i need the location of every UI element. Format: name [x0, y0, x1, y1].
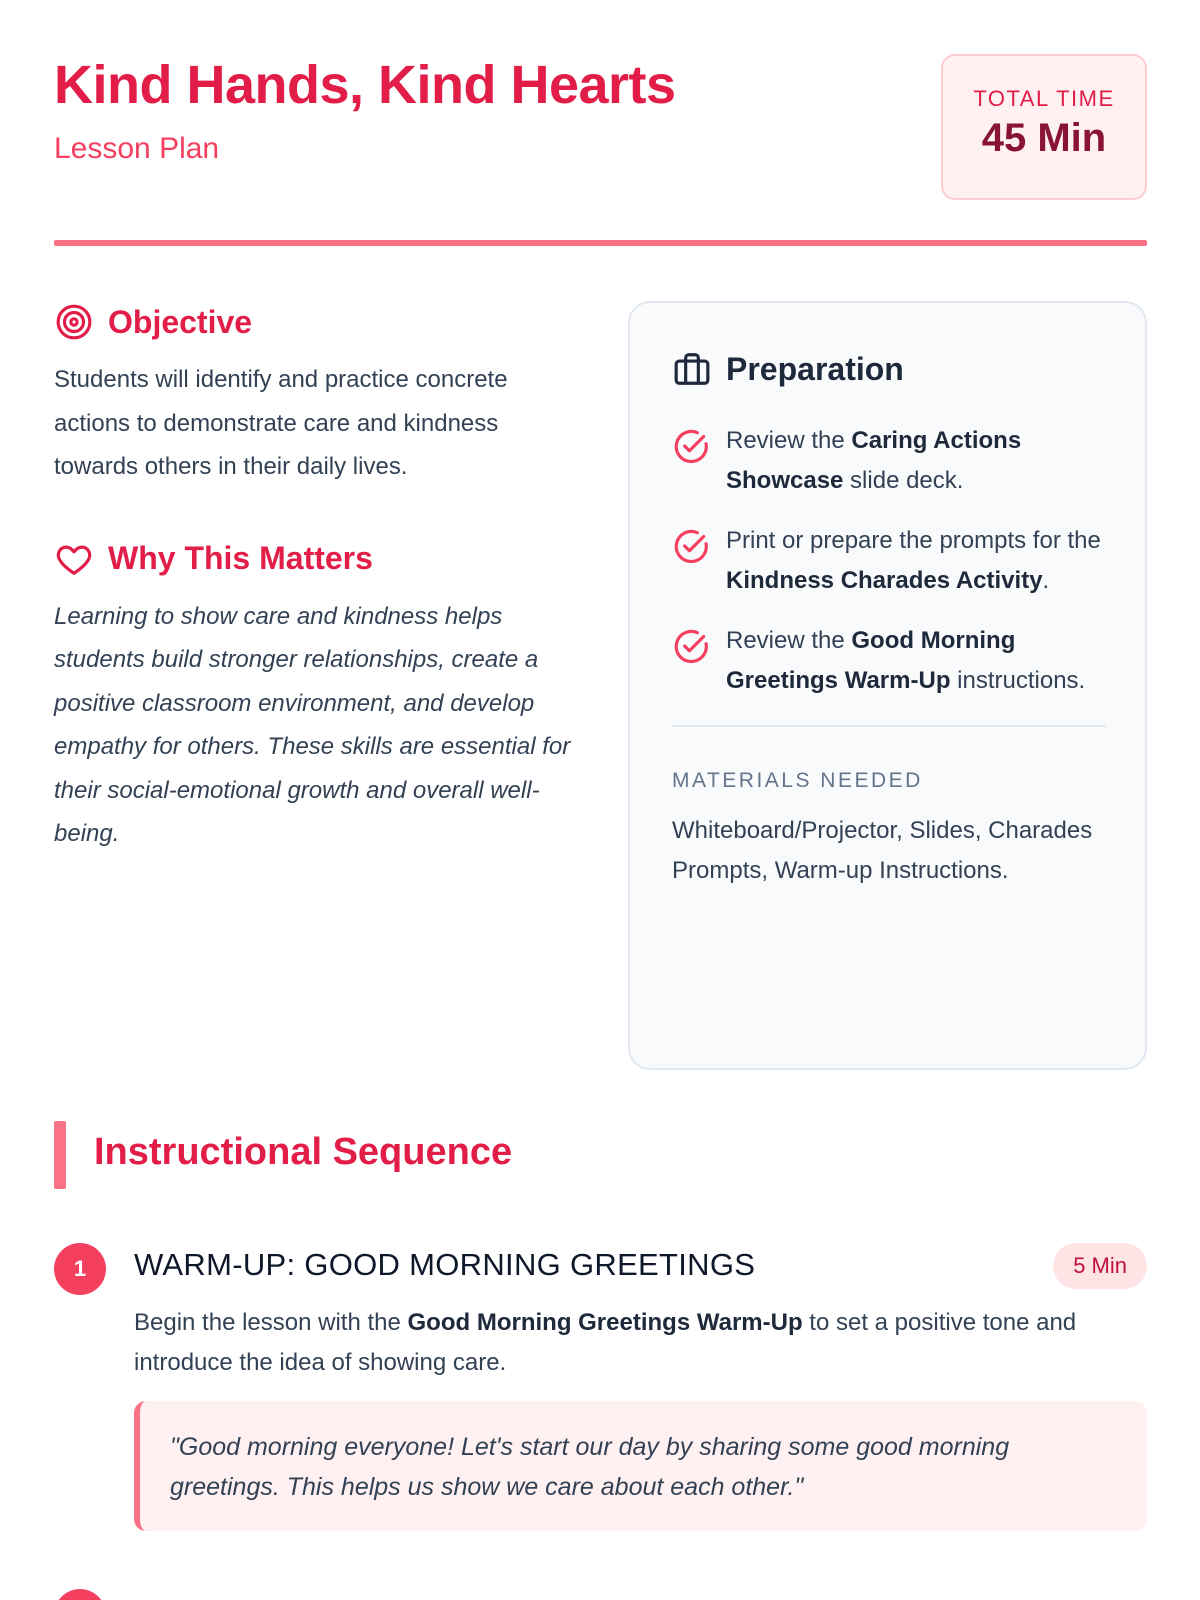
- sequence-accent-bar: [54, 1121, 66, 1189]
- why-text: Learning to show care and kindness helps students build stronger relationships, create a positive classroom environment, and develop empathy for others. These skills are essential for their social-emotional growth and overall well-being.: [54, 602, 571, 847]
- preparation-list: [672, 421, 1103, 701]
- heart-icon: [54, 539, 94, 579]
- objective-heading: [54, 300, 574, 344]
- preparation-item-text: Print or prepare the prompts for the Kindness Charades Activity.: [726, 527, 1101, 594]
- materials-label: MATERIALS NEEDED: [672, 769, 923, 792]
- sequence-step: [54, 1243, 1147, 1543]
- objective-text: Students will identify and practice concrete actions to demonstrate care and kindness towards others in their daily lives.: [54, 366, 508, 480]
- why-label: Why This Matters: [108, 540, 373, 576]
- preparation-card: [628, 301, 1147, 1070]
- total-time-box: [941, 54, 1147, 200]
- materials-text: Whiteboard/Projector, Slides, Charades Prompts, Warm-up Instructions.: [672, 817, 1093, 884]
- preparation-item-text: Review the Caring Actions Showcase slide deck.: [726, 427, 1022, 494]
- header-divider: [54, 240, 1147, 246]
- preparation-heading: [672, 347, 1103, 391]
- preparation-divider: [672, 725, 1106, 727]
- why-heading: [54, 537, 574, 581]
- preparation-label: Preparation: [726, 350, 904, 387]
- list-item: [672, 521, 1103, 601]
- list-item: [672, 621, 1103, 701]
- step-number-badge: [54, 1589, 106, 1600]
- step-title: WARM-UP: GOOD MORNING GREETINGS: [134, 1247, 756, 1282]
- total-time-label: TOTAL TIME: [973, 86, 1115, 111]
- briefcase-icon: [672, 349, 712, 389]
- page-subtitle: Lesson Plan: [54, 132, 220, 165]
- sequence-heading: [54, 1121, 1147, 1189]
- header: [54, 54, 1147, 204]
- step-number-badge: 1: [54, 1243, 106, 1295]
- left-column: [54, 300, 574, 856]
- step-quote: [134, 1401, 1147, 1531]
- list-item: [672, 421, 1103, 501]
- step-quote-text: "Good morning everyone! Let's start our day by sharing some good morning greetings. This helps us show we care about each other.": [170, 1433, 1010, 1501]
- page-title: Kind Hands, Kind Hearts: [54, 55, 676, 115]
- sequence-step-partial: [54, 1583, 1147, 1600]
- check-circle-icon: [672, 427, 710, 465]
- check-circle-icon: [672, 527, 710, 565]
- sequence-title: Instructional Sequence: [94, 1131, 513, 1173]
- objective-label: Objective: [108, 303, 253, 340]
- preparation-item-text: Review the Good Morning Greetings Warm-Up instructions.: [726, 627, 1086, 694]
- target-icon: [54, 302, 94, 342]
- step-duration-badge: 5 Min: [1053, 1243, 1147, 1289]
- check-circle-icon: [672, 627, 710, 665]
- total-time-value: 45 Min: [981, 116, 1107, 160]
- step-description: Begin the lesson with the Good Morning Greetings Warm-Up to set a positive tone and introduce the idea of showing care.: [134, 1309, 1077, 1376]
- lesson-plan-page: [54, 0, 1147, 1600]
